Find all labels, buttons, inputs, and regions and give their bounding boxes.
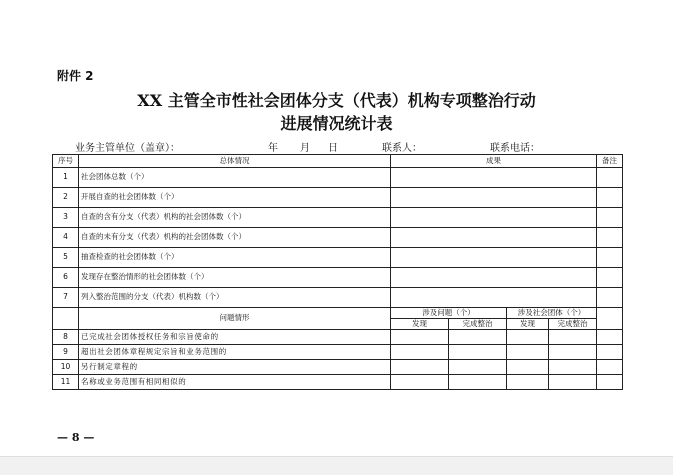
problem-header: 问题情形: [79, 308, 391, 330]
value-cell: [391, 345, 449, 360]
value-cell: [597, 208, 623, 228]
problem-header-note-cell: [597, 308, 623, 330]
value-cell: [391, 330, 449, 345]
table-row: [53, 345, 623, 360]
value-cell: [391, 268, 597, 288]
row-number: 3: [53, 208, 79, 228]
statistics-table: [52, 154, 623, 390]
value-cell: [507, 330, 549, 345]
row-label: 已完成社会团体授权任务和宗旨使命的: [79, 330, 391, 345]
document-subtitle: 进展情况统计表: [280, 114, 393, 133]
table-row: [53, 208, 623, 228]
value-cell: [507, 360, 549, 375]
bottom-band: [0, 456, 673, 475]
row-number: 8: [53, 330, 79, 345]
found-header-2: 发现: [507, 319, 549, 330]
found-header-1: 发现: [391, 319, 449, 330]
table-row: [53, 268, 623, 288]
document-title: XX 主管全市性社会团体分支（代表）机构专项整治行动: [137, 91, 536, 110]
col-note-header: 备注: [597, 155, 623, 168]
row-label: 社会团体总数（个）: [79, 168, 391, 188]
value-cell: [507, 345, 549, 360]
table-row: [53, 168, 623, 188]
table-row: [53, 248, 623, 268]
day-label: 日: [328, 143, 338, 154]
row-label: 自查的未有分支（代表）机构的社会团体数（个）: [79, 228, 391, 248]
fixed-header-1: 完成整治: [449, 319, 507, 330]
value-cell: [549, 345, 597, 360]
row-label: 另行制定章程的: [79, 360, 391, 375]
row-number: 5: [53, 248, 79, 268]
year-label: 年: [268, 143, 278, 154]
row-number: 1: [53, 168, 79, 188]
value-cell: [391, 360, 449, 375]
attachment-label: 附件 2: [57, 69, 94, 83]
phone-label: 联系电话：: [490, 143, 540, 154]
value-cell: [391, 228, 597, 248]
col-overall-header: 总体情况: [79, 155, 391, 168]
row-number: 9: [53, 345, 79, 360]
row-number: 7: [53, 288, 79, 308]
month-label: 月: [300, 143, 310, 154]
value-cell: [597, 288, 623, 308]
value-cell: [597, 188, 623, 208]
value-cell: [597, 330, 623, 345]
value-cell: [391, 375, 449, 390]
value-cell: [597, 375, 623, 390]
value-cell: [597, 268, 623, 288]
value-cell: [449, 375, 507, 390]
page-number: — 8 —: [57, 431, 95, 444]
value-cell: [391, 188, 597, 208]
value-cell: [597, 228, 623, 248]
col-result-header: 成果: [391, 155, 597, 168]
info-line: [0, 139, 673, 155]
row-number: 10: [53, 360, 79, 375]
value-cell: [597, 168, 623, 188]
problem-header-no-cell: [53, 308, 79, 330]
value-cell: [391, 168, 597, 188]
value-cell: [449, 345, 507, 360]
value-cell: [549, 360, 597, 375]
row-label: 超出社会团体章程规定宗旨和业务范围的: [79, 345, 391, 360]
value-cell: [597, 248, 623, 268]
value-cell: [597, 360, 623, 375]
value-cell: [391, 248, 597, 268]
table-row: [53, 360, 623, 375]
row-number: 4: [53, 228, 79, 248]
value-cell: [507, 375, 549, 390]
table-row: [53, 188, 623, 208]
row-label: 抽查检查的社会团体数（个）: [79, 248, 391, 268]
row-label: 发现存在整治情形的社会团体数（个）: [79, 268, 391, 288]
row-label: 名称或业务范围有相同相似的: [79, 375, 391, 390]
problem-header-row: [53, 308, 623, 319]
involve-org-header: 涉及社会团体（个）: [507, 308, 597, 319]
col-no-header: 序号: [53, 155, 79, 168]
row-label: 自查的含有分支（代表）机构的社会团体数（个）: [79, 208, 391, 228]
value-cell: [449, 360, 507, 375]
involve-problem-header: 涉及问题（个）: [391, 308, 507, 319]
row-label: 开展自查的社会团体数（个）: [79, 188, 391, 208]
row-number: 6: [53, 268, 79, 288]
row-number: 2: [53, 188, 79, 208]
table-row: [53, 228, 623, 248]
contact-label: 联系人：: [382, 143, 422, 154]
value-cell: [549, 330, 597, 345]
table-row: [53, 288, 623, 308]
value-cell: [391, 208, 597, 228]
value-cell: [391, 288, 597, 308]
value-cell: [549, 375, 597, 390]
fixed-header-2: 完成整治: [549, 319, 597, 330]
table-row: [53, 375, 623, 390]
row-label: 列入整治范围的分支（代表）机构数（个）: [79, 288, 391, 308]
row-number: 11: [53, 375, 79, 390]
table-header-row: [53, 155, 623, 168]
value-cell: [597, 345, 623, 360]
value-cell: [449, 330, 507, 345]
unit-label: 业务主管单位（盖章）：: [75, 143, 180, 154]
table-row: [53, 330, 623, 345]
